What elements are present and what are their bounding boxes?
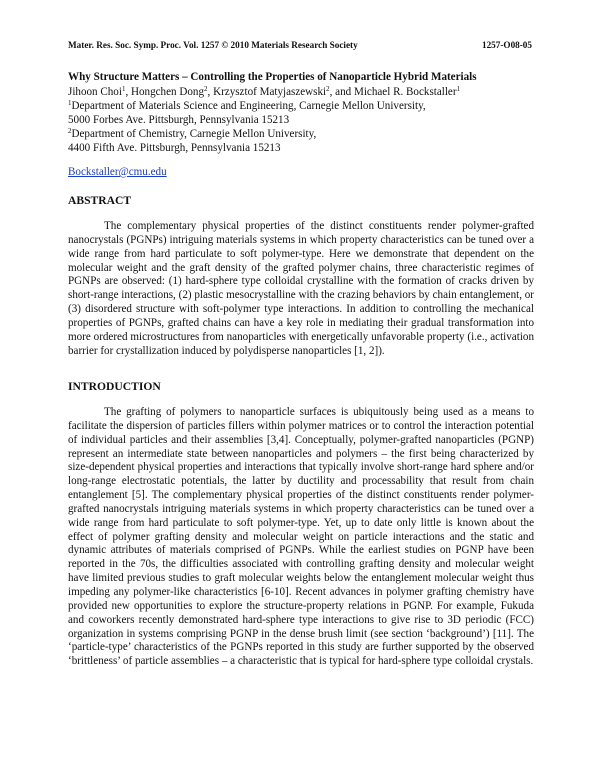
affiliation-1 — [68, 99, 426, 113]
abstract-body: The complementary physical properties of the distinct constituents render polymer-grafted nanocrystals (PGNPs) intriguing materials systems in which property characteristics can be tuned over a wide range from hard particulate to soft polymer-type. Here we demonstrate that dependent on the molecular weight and the graft density of the grafted polymer chains, three characteristic regimes of PGNPs are observed: (1) hard-sphere type colloidal crystalline with the formation of cracks driven by short-range interactions, (2) plastic mesocrystalline with the crazing behaviors by chain entanglement, or (3) disordered structure with soft-polymer type interactions. In addition to controlling the mechanical properties of PGNPs, grafted chains can have a key role in mediating their gradual transformation into more ordered microstructures from nanoparticles with energetically unfavorable property (i.e., activation barrier for crystallization induced by polydisperse nanoparticles [1, 2]). — [68, 220, 534, 357]
email-link[interactable]: Bockstaller@cmu.edu — [68, 166, 167, 178]
affiliation-text: Department of Chemistry, Carnegie Mellon University, — [71, 128, 317, 140]
paper-title: Why Structure Matters – Controlling the Properties of Nanoparticle Hybrid Materials — [68, 71, 477, 83]
author-name: , and Michael R. Bockstaller — [329, 86, 457, 98]
affiliation-2-address: 4400 Fifth Ave. Pittsburgh, Pennsylvania 15213 — [68, 142, 281, 154]
running-header — [68, 40, 532, 54]
affiliation-marker: 2 — [326, 85, 330, 93]
author-name: Jihoon Choi — [68, 86, 122, 98]
introduction-body: The grafting of polymers to nanoparticle surfaces is ubiquitously being used as a means to facilitate the dispersion of particles fillers within polymer matrices or to control the interaction potential of individual particles and their assemblies [3,4]. Conceptually, polymer-grafted nanoparticles (PGNP) represent an intermediate state between nanoparticles and polymers – the first being characterized by size-dependent physical properties and interactions that typically involve short-range hard sphere and/or long-range electrostatic potentials, the latter by ductility and processability that result from chain entanglement [5]. The complementary physical properties of the distinct constituents render polymer-grafted nanocrystals intriguing materials systems in which property characteristics can be tuned over a wide range from hard particulate to soft polymer-type. Yet, up to date only little is known about the effect of polymer grafting density and molecular weight on particle interactions and the static and dynamic attributes of materials comprised of PGNPs. While the earliest studies on PGNP have been reported in the 70s, the difficulties associated with controlling grafting density and molecular weight have limited previous studies to graft molecular weights below the entanglement molecular weight thus impeding any polymer-like characteristics [6-10]. Recent advances in polymer grafting chemistry have provided new opportunities to explore the structure-property relations in PGNP. For example, Fukuda and coworkers recently demonstrated hard-sphere type interactions to give rise to 3D periodic (FCC) organization in systems comprising PGNP in the dense brush limit (see section ‘background’) [11]. The ‘particle-type’ characteristics of the PGNPs reported in this study are further supported by the observed ‘brittleness’ of particle assemblies – a characteristic that is typical for hard-sphere type colloidal crystals. — [68, 406, 534, 668]
affiliation-marker: 1 — [456, 85, 461, 93]
introduction-heading: INTRODUCTION — [68, 380, 161, 393]
affiliation-marker: 2 — [204, 85, 208, 93]
affiliation-text: Department of Materials Science and Engineering, Carnegie Mellon University, — [71, 100, 426, 112]
abstract-heading: ABSTRACT — [68, 194, 132, 207]
paper-id: 1257-O08-05 — [481, 40, 532, 50]
journal-citation: Mater. Res. Soc. Symp. Proc. Vol. 1257 © 2010 Materials Research Society — [68, 40, 358, 50]
author-name: , Hongchen Dong — [125, 86, 205, 98]
affiliation-2 — [68, 127, 316, 141]
affiliation-1-address: 5000 Forbes Ave. Pittsburgh, Pennsylvania 15213 — [68, 114, 290, 126]
author-list — [68, 85, 460, 99]
affiliation-marker: 2 — [68, 127, 72, 135]
author-name: , Krzysztof Matyjaszewski — [207, 86, 327, 98]
affiliation-marker: 1 — [68, 99, 72, 107]
affiliation-marker: 1 — [121, 85, 126, 93]
